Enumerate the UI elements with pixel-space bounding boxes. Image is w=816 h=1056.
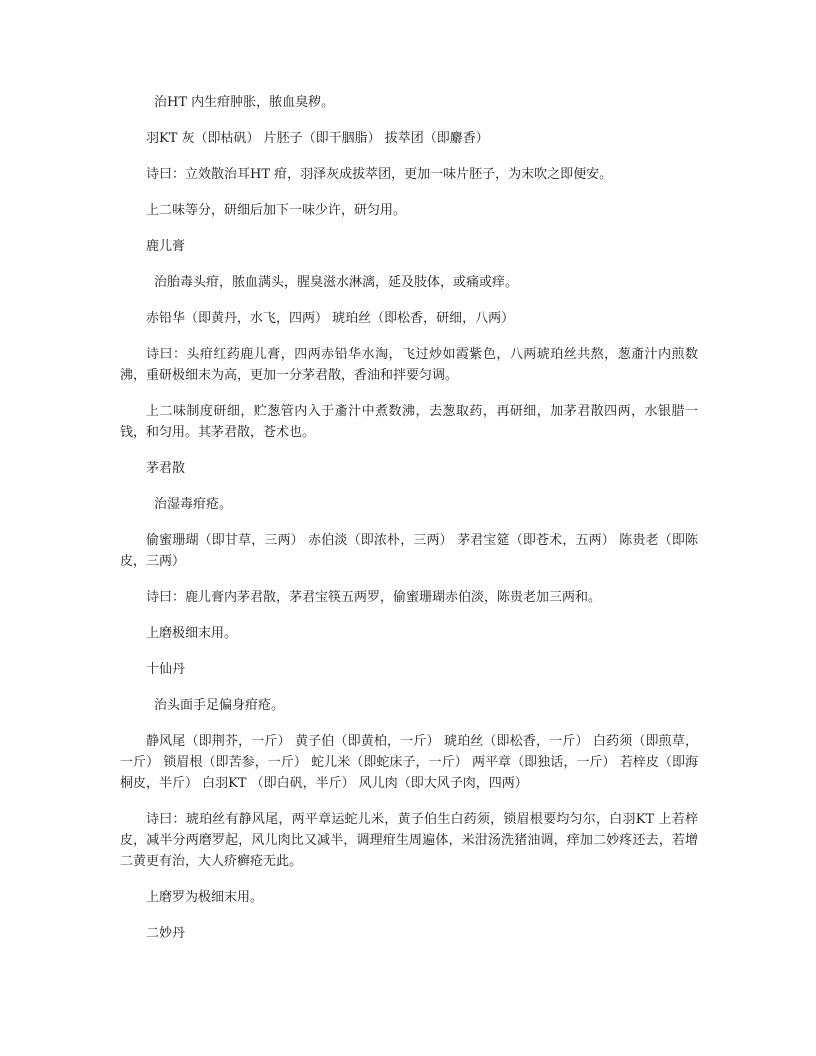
- paragraph: 上二味制度研细，贮葱管内入于齑汁中煮数沸，去葱取药，再研细，加茅君散四两，水银腊一钱，和匀用。其茅君散，苍术也。: [120, 404, 698, 440]
- paragraph: 诗曰：琥珀丝有静风尾，两平章运蛇儿米，黄子伯生白药须，锁眉根要均匀尔，白羽KT 上若梓皮，减半分两磨罗起，风儿肉比又减半，调理疳生周遍体，米泔汤洗猪油调，痒加二妙疼还去，若增二黄更有治，大人疥癣疮无此。: [120, 812, 698, 869]
- document-body: [120, 92, 698, 944]
- section-heading: 茅君散: [146, 461, 186, 476]
- section-heading: 二妙丹: [146, 926, 186, 941]
- paragraph: 羽KT 灰（即枯矾） 片胚子（即干胭脂） 拔萃团（即麝香）: [146, 131, 489, 146]
- paragraph: 上二味等分，研细后加下一味少许，研匀用。: [146, 203, 407, 218]
- paragraph: 上磨罗为极细末用。: [146, 890, 264, 905]
- paragraph: 静风尾（即荆芥，一斤） 黄子伯（即黄柏，一斤） 琥珀丝（即松香，一斤） 白药须（即煎草，一斤） 锁眉根（即苦参，一斤） 蛇儿米（即蛇床子，一斤） 两平章（即独话，一斤） 若梓皮（即海桐皮，半斤） 白羽KT （即白矾，半斤） 风儿肉（即大风子肉，四两）: [120, 734, 698, 791]
- paragraph: 赤铅华（即黄丹，水飞，四两） 琥珀丝（即松香，研细，八两）: [146, 311, 515, 326]
- paragraph: 治胎毒头疳，脓血满头，腥臭滋水淋漓，延及肢体，或痛或痒。: [154, 275, 519, 290]
- paragraph: 偷蜜珊瑚（即甘草，三两） 赤伯淡（即浓朴，三两） 茅君宝筵（即苍术，五两） 陈贵老（即陈皮，三两）: [120, 533, 698, 569]
- paragraph: 诗曰：立效散治耳HT 疳，羽泽灰成拔萃团，更加一味片胚子，为末吹之即便安。: [146, 167, 613, 182]
- paragraph: 诗曰：头疳红药鹿儿膏，四两赤铅华水淘，飞过炒如霞紫色，八两琥珀丝共熬，葱齑汁内煎数沸，重研极细末为高，更加一分茅君散，香油和拌要匀调。: [120, 347, 698, 383]
- section-heading: 鹿儿膏: [146, 239, 186, 254]
- paragraph: 治头面手足偏身疳疮。: [154, 698, 285, 713]
- paragraph: 治湿毒疳疮。: [154, 497, 233, 512]
- section-heading: 十仙丹: [146, 662, 186, 677]
- paragraph: 诗曰：鹿儿膏内茅君散，茅君宝筷五两罗，偷蜜珊瑚赤伯淡，陈贵老加三两和。: [146, 590, 602, 605]
- paragraph: 治HT 内生疳肿胀，脓血臭秽。: [154, 95, 335, 110]
- paragraph: 上磨极细末用。: [146, 626, 238, 641]
